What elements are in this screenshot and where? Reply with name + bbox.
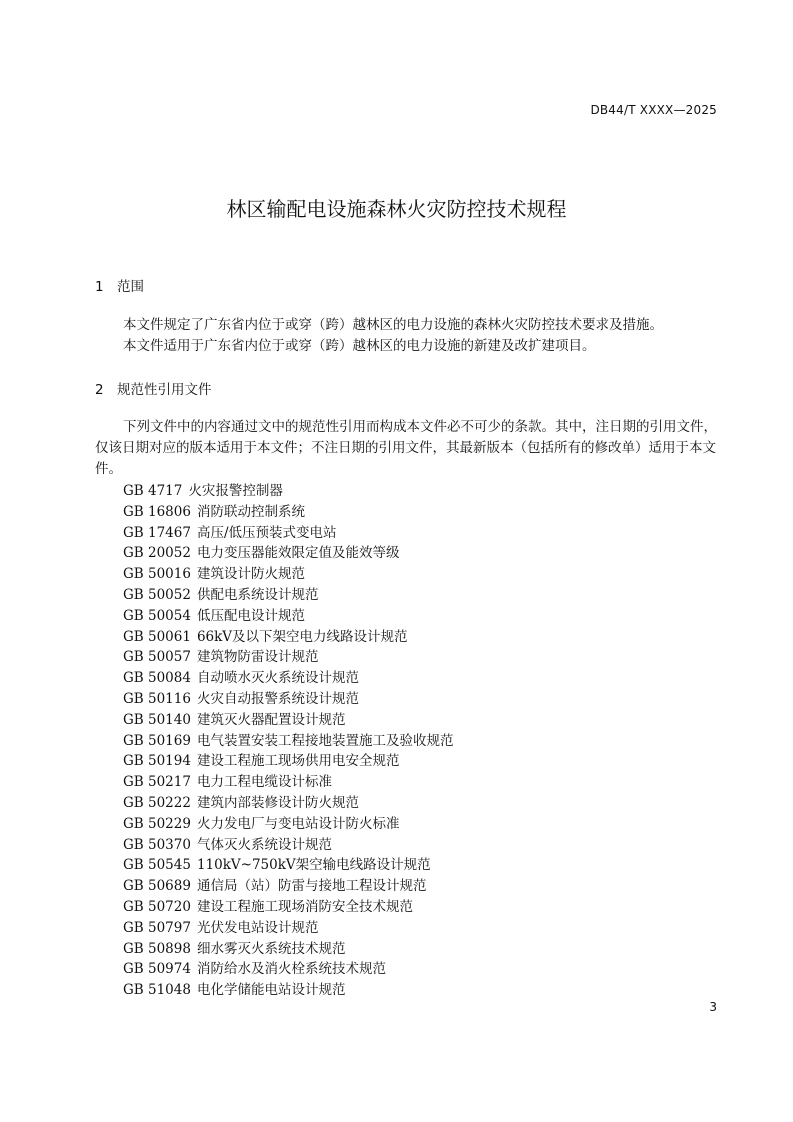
reference-name: 火灾自动报警系统设计规范 — [196, 690, 359, 707]
reference-item — [123, 855, 453, 876]
document-code: DB44/T XXXX—2025 — [590, 103, 717, 117]
reference-item — [123, 731, 453, 752]
paragraph: 本文件适用于广东省内位于或穿（跨）越林区的电力设施的新建及改扩建项目。 — [123, 338, 596, 354]
reference-code: GB 50370 — [123, 836, 191, 853]
reference-item — [123, 814, 453, 835]
reference-name: 建设工程施工现场供用电安全规范 — [196, 753, 400, 770]
section-heading-scope — [95, 275, 144, 295]
section-body-normative-references — [95, 417, 720, 480]
section-body-scope — [95, 315, 720, 357]
reference-name: 建筑灭火器配置设计规范 — [196, 711, 346, 728]
reference-item — [123, 939, 453, 960]
reference-item — [123, 564, 453, 585]
reference-item — [123, 523, 453, 544]
reference-item — [123, 793, 453, 814]
reference-code: GB 50797 — [123, 919, 191, 936]
reference-code: GB 50116 — [123, 690, 191, 707]
reference-name: 电化学储能电站设计规范 — [196, 982, 346, 999]
reference-item — [123, 627, 453, 648]
reference-item — [123, 835, 453, 856]
reference-name: 自动喷水灭火系统设计规范 — [196, 670, 359, 687]
reference-code: GB 20052 — [123, 545, 191, 562]
reference-code: GB 16806 — [123, 503, 191, 520]
paragraph: 本文件规定了广东省内位于或穿（跨）越林区的电力设施的森林火灾防控技术要求及措施。 — [123, 317, 663, 333]
reference-item — [123, 772, 453, 793]
reference-code: GB 50016 — [123, 566, 191, 583]
reference-name: 电力工程电缆设计标准 — [196, 774, 332, 791]
section-number: 2 — [95, 382, 104, 398]
reference-name: 建筑物防雷设计规范 — [196, 649, 319, 666]
reference-item — [123, 710, 453, 731]
reference-name: 建筑设计防火规范 — [196, 566, 305, 583]
reference-name: 66kV及以下架空电力线路设计规范 — [196, 628, 408, 645]
reference-code: GB 50061 — [123, 628, 191, 645]
reference-item — [123, 980, 453, 1001]
reference-item — [123, 543, 453, 564]
reference-name: 电气装置安装工程接地装置施工及验收规范 — [196, 732, 454, 749]
reference-code: GB 50217 — [123, 774, 191, 791]
reference-code: GB 17467 — [123, 524, 191, 541]
reference-item — [123, 481, 453, 502]
section-title: 范围 — [117, 279, 144, 295]
reference-name: 通信局（站）防雷与接地工程设计规范 — [196, 878, 427, 895]
reference-item — [123, 668, 453, 689]
reference-item — [123, 918, 453, 939]
reference-code: GB 4717 — [123, 483, 183, 499]
reference-name: 低压配电设计规范 — [196, 607, 305, 624]
reference-item — [123, 897, 453, 918]
reference-code: GB 50057 — [123, 649, 191, 666]
section-heading-normative-references — [95, 378, 212, 398]
reference-code: GB 50222 — [123, 794, 191, 811]
reference-code: GB 50169 — [123, 732, 191, 749]
reference-name: 建设工程施工现场消防安全技术规范 — [196, 898, 413, 915]
reference-item — [123, 606, 453, 627]
document-title: 林区输配电设施森林火灾防控技术规程 — [226, 197, 567, 221]
reference-item — [123, 751, 453, 772]
reference-item — [123, 585, 453, 606]
reference-list — [123, 481, 453, 1001]
reference-code: GB 50084 — [123, 670, 191, 687]
reference-name: 光伏发电站设计规范 — [196, 919, 319, 936]
reference-code: GB 50194 — [123, 753, 191, 770]
reference-code: GB 50545 — [123, 857, 191, 874]
section-title: 规范性引用文件 — [117, 382, 212, 398]
reference-item — [123, 876, 453, 897]
reference-code: GB 50689 — [123, 878, 191, 895]
reference-code: GB 50140 — [123, 711, 191, 728]
reference-item — [123, 689, 453, 710]
reference-code: GB 50229 — [123, 815, 191, 832]
reference-name: 建筑内部装修设计防火规范 — [196, 794, 359, 811]
reference-name: 火力发电厂与变电站设计防火标准 — [196, 815, 400, 832]
reference-item — [123, 502, 453, 523]
reference-code: GB 50054 — [123, 607, 191, 624]
reference-item — [123, 647, 453, 668]
reference-code: GB 50052 — [123, 586, 191, 603]
reference-name: 气体灭火系统设计规范 — [196, 836, 332, 853]
section-number: 1 — [95, 279, 104, 295]
reference-code: GB 51048 — [123, 982, 191, 999]
reference-name: 消防给水及消火栓系统技术规范 — [196, 961, 386, 978]
reference-name: 细水雾灭火系统技术规范 — [196, 940, 346, 957]
reference-name: 电力变压器能效限定值及能效等级 — [196, 545, 400, 562]
page-number: 3 — [709, 1000, 717, 1014]
reference-name: 消防联动控制系统 — [196, 503, 305, 520]
reference-name: 供配电系统设计规范 — [196, 586, 319, 603]
paragraph: 下列文件中的内容通过文中的规范性引用而构成本文件必不可少的条款。其中，注日期的引用文件，仅该日期对应的版本适用于本文件；不注日期的引用文件，其最新版本（包括所有的修改单）适用于本文件。 — [95, 419, 717, 477]
reference-code: GB 50720 — [123, 898, 191, 915]
reference-name: 火灾报警控制器 — [188, 483, 283, 499]
reference-name: 高压/低压预装式变电站 — [196, 524, 337, 541]
reference-code: GB 50898 — [123, 940, 191, 957]
reference-code: GB 50974 — [123, 961, 191, 978]
reference-name: 110kV~750kV架空输电线路设计规范 — [196, 857, 431, 874]
reference-item — [123, 959, 453, 980]
